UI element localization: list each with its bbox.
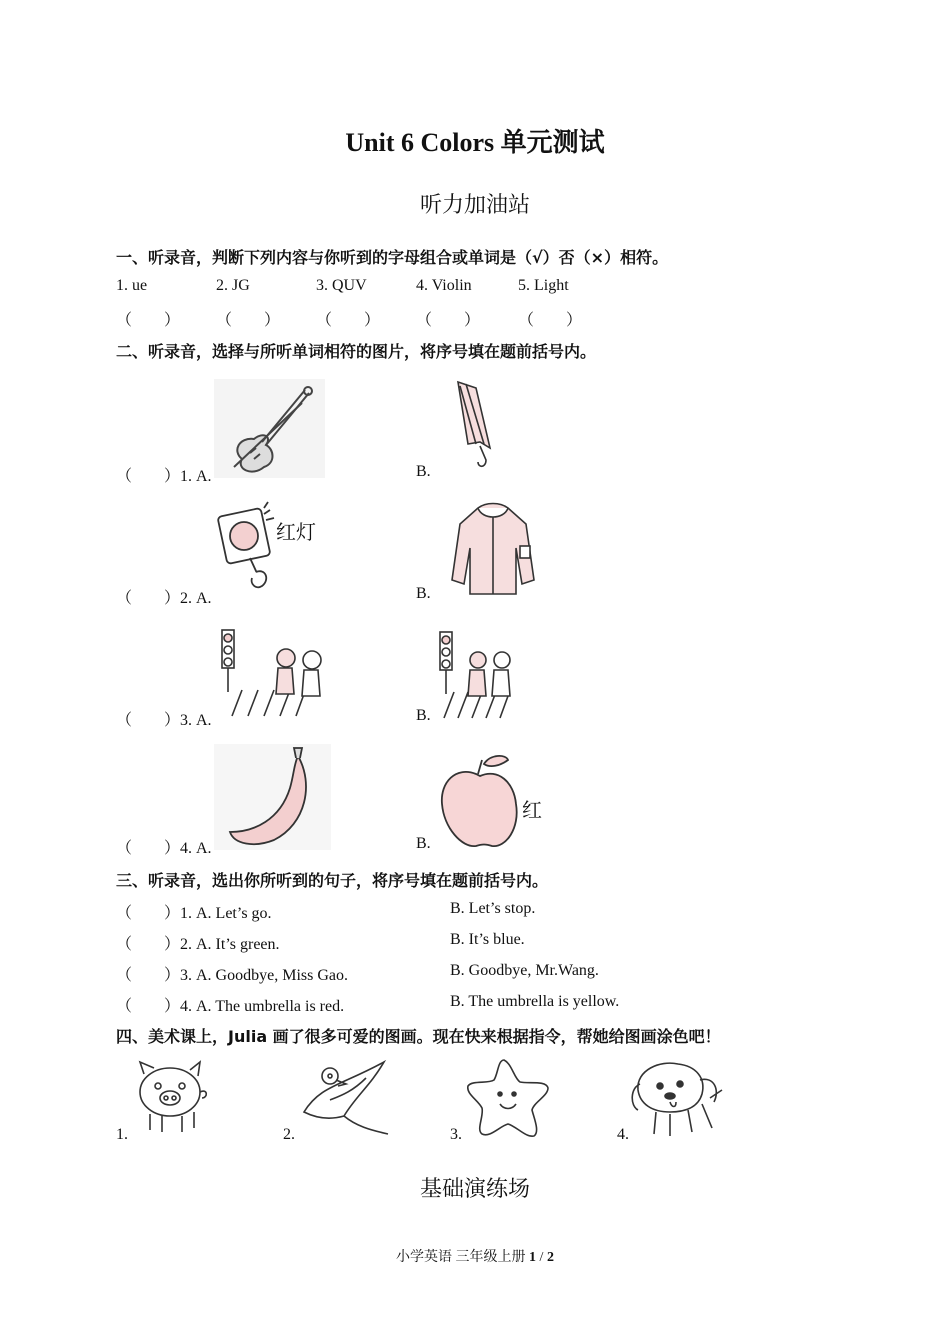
q3-row-2-option-a[interactable]: （ ）2. A. It’s green. — [116, 936, 280, 953]
q1-blank-3[interactable]: （ ） — [316, 312, 381, 329]
q3-row-2-option-b[interactable]: B. It’s blue. — [450, 931, 525, 948]
q1-item-5: 5. Light — [518, 277, 569, 294]
crossing-stop-image — [436, 624, 526, 722]
q1-item-1: 1. ue — [116, 277, 148, 294]
question-2-heading: 二、听录音，选择与所听单词相符的图片，将序号填在题前括号内。 — [116, 342, 597, 361]
q3-row-3-option-b[interactable]: B. Goodbye, Mr.Wang. — [450, 962, 599, 979]
umbrella-image — [440, 378, 540, 473]
q1-item-3: 3. QUV — [316, 277, 367, 294]
q4-item-2-number: 2. — [283, 1126, 295, 1143]
question-3-heading: 三、听录音，选出你所听到的句子，将序号填在题前括号内。 — [116, 871, 549, 890]
q4-item-4-number: 4. — [617, 1126, 629, 1143]
page-title: Unit 6 Colors 单元测试 — [345, 128, 605, 157]
footer-page-total: 2 — [546, 1250, 554, 1265]
jacket-image — [442, 500, 542, 600]
bird-kite-image[interactable] — [300, 1056, 390, 1136]
q2-row-3-option-b[interactable]: B. — [416, 707, 431, 724]
q4-item-1-number: 1. — [116, 1126, 128, 1143]
pig-image[interactable] — [134, 1056, 214, 1136]
footer-page-number: 1 — [529, 1250, 537, 1265]
violin-image — [214, 379, 325, 478]
q3-row-1-option-a[interactable]: （ ）1. A. Let’s go. — [116, 905, 272, 922]
crossing-go-image — [214, 624, 334, 720]
q1-blank-2[interactable]: （ ） — [216, 312, 281, 329]
star-image[interactable] — [464, 1054, 552, 1140]
red-light-label: 红灯 — [276, 520, 316, 544]
q3-row-4-option-a[interactable]: （ ）4. A. The umbrella is red. — [116, 998, 345, 1015]
q2-row-2-option-b[interactable]: B. — [416, 585, 431, 602]
q2-row-2-label[interactable]: （ ）2. A. — [116, 590, 212, 607]
section-title-listening: 听力加油站 — [419, 192, 530, 217]
q1-item-2: 2. JG — [216, 277, 250, 294]
q1-blank-4[interactable]: （ ） — [416, 312, 481, 329]
q2-row-3-label[interactable]: （ ）3. A. — [116, 712, 212, 729]
question-1-heading: 一、听录音，判断下列内容与你听到的字母组合或单词是（√）否（×）相符。 — [116, 248, 669, 267]
q3-row-4-option-b[interactable]: B. The umbrella is yellow. — [450, 993, 620, 1010]
question-4-heading: 四、美术课上，Julia 画了很多可爱的图画。现在快来根据指令，帮她给图画涂色吧！ — [116, 1027, 721, 1046]
q1-blank-5[interactable]: （ ） — [518, 312, 583, 329]
apple-image — [436, 752, 552, 852]
q3-row-1-option-b[interactable]: B. Let’s stop. — [450, 900, 536, 917]
q1-blank-1[interactable]: （ ） — [116, 312, 181, 329]
red-light-sign-image — [214, 500, 332, 600]
q1-item-4: 4. Violin — [416, 277, 472, 294]
q4-item-3-number: 3. — [450, 1126, 462, 1143]
banana-image — [214, 744, 331, 850]
red-label: 红 — [522, 798, 542, 822]
footer-separator: / — [539, 1250, 544, 1265]
footer-text: 小学英语 三年级上册 — [396, 1250, 526, 1265]
dog-image[interactable] — [630, 1054, 726, 1140]
q2-row-4-label[interactable]: （ ）4. A. — [116, 840, 212, 857]
q2-row-1-option-b[interactable]: B. — [416, 463, 431, 480]
q3-row-3-option-a[interactable]: （ ）3. A. Goodbye, Miss Gao. — [116, 967, 348, 984]
page-footer — [0, 1246, 950, 1266]
q2-row-4-option-b[interactable]: B. — [416, 835, 431, 852]
q2-row-1-label[interactable]: （ ）1. A. — [116, 468, 212, 485]
section-title-basic: 基础演练场 — [419, 1176, 530, 1201]
